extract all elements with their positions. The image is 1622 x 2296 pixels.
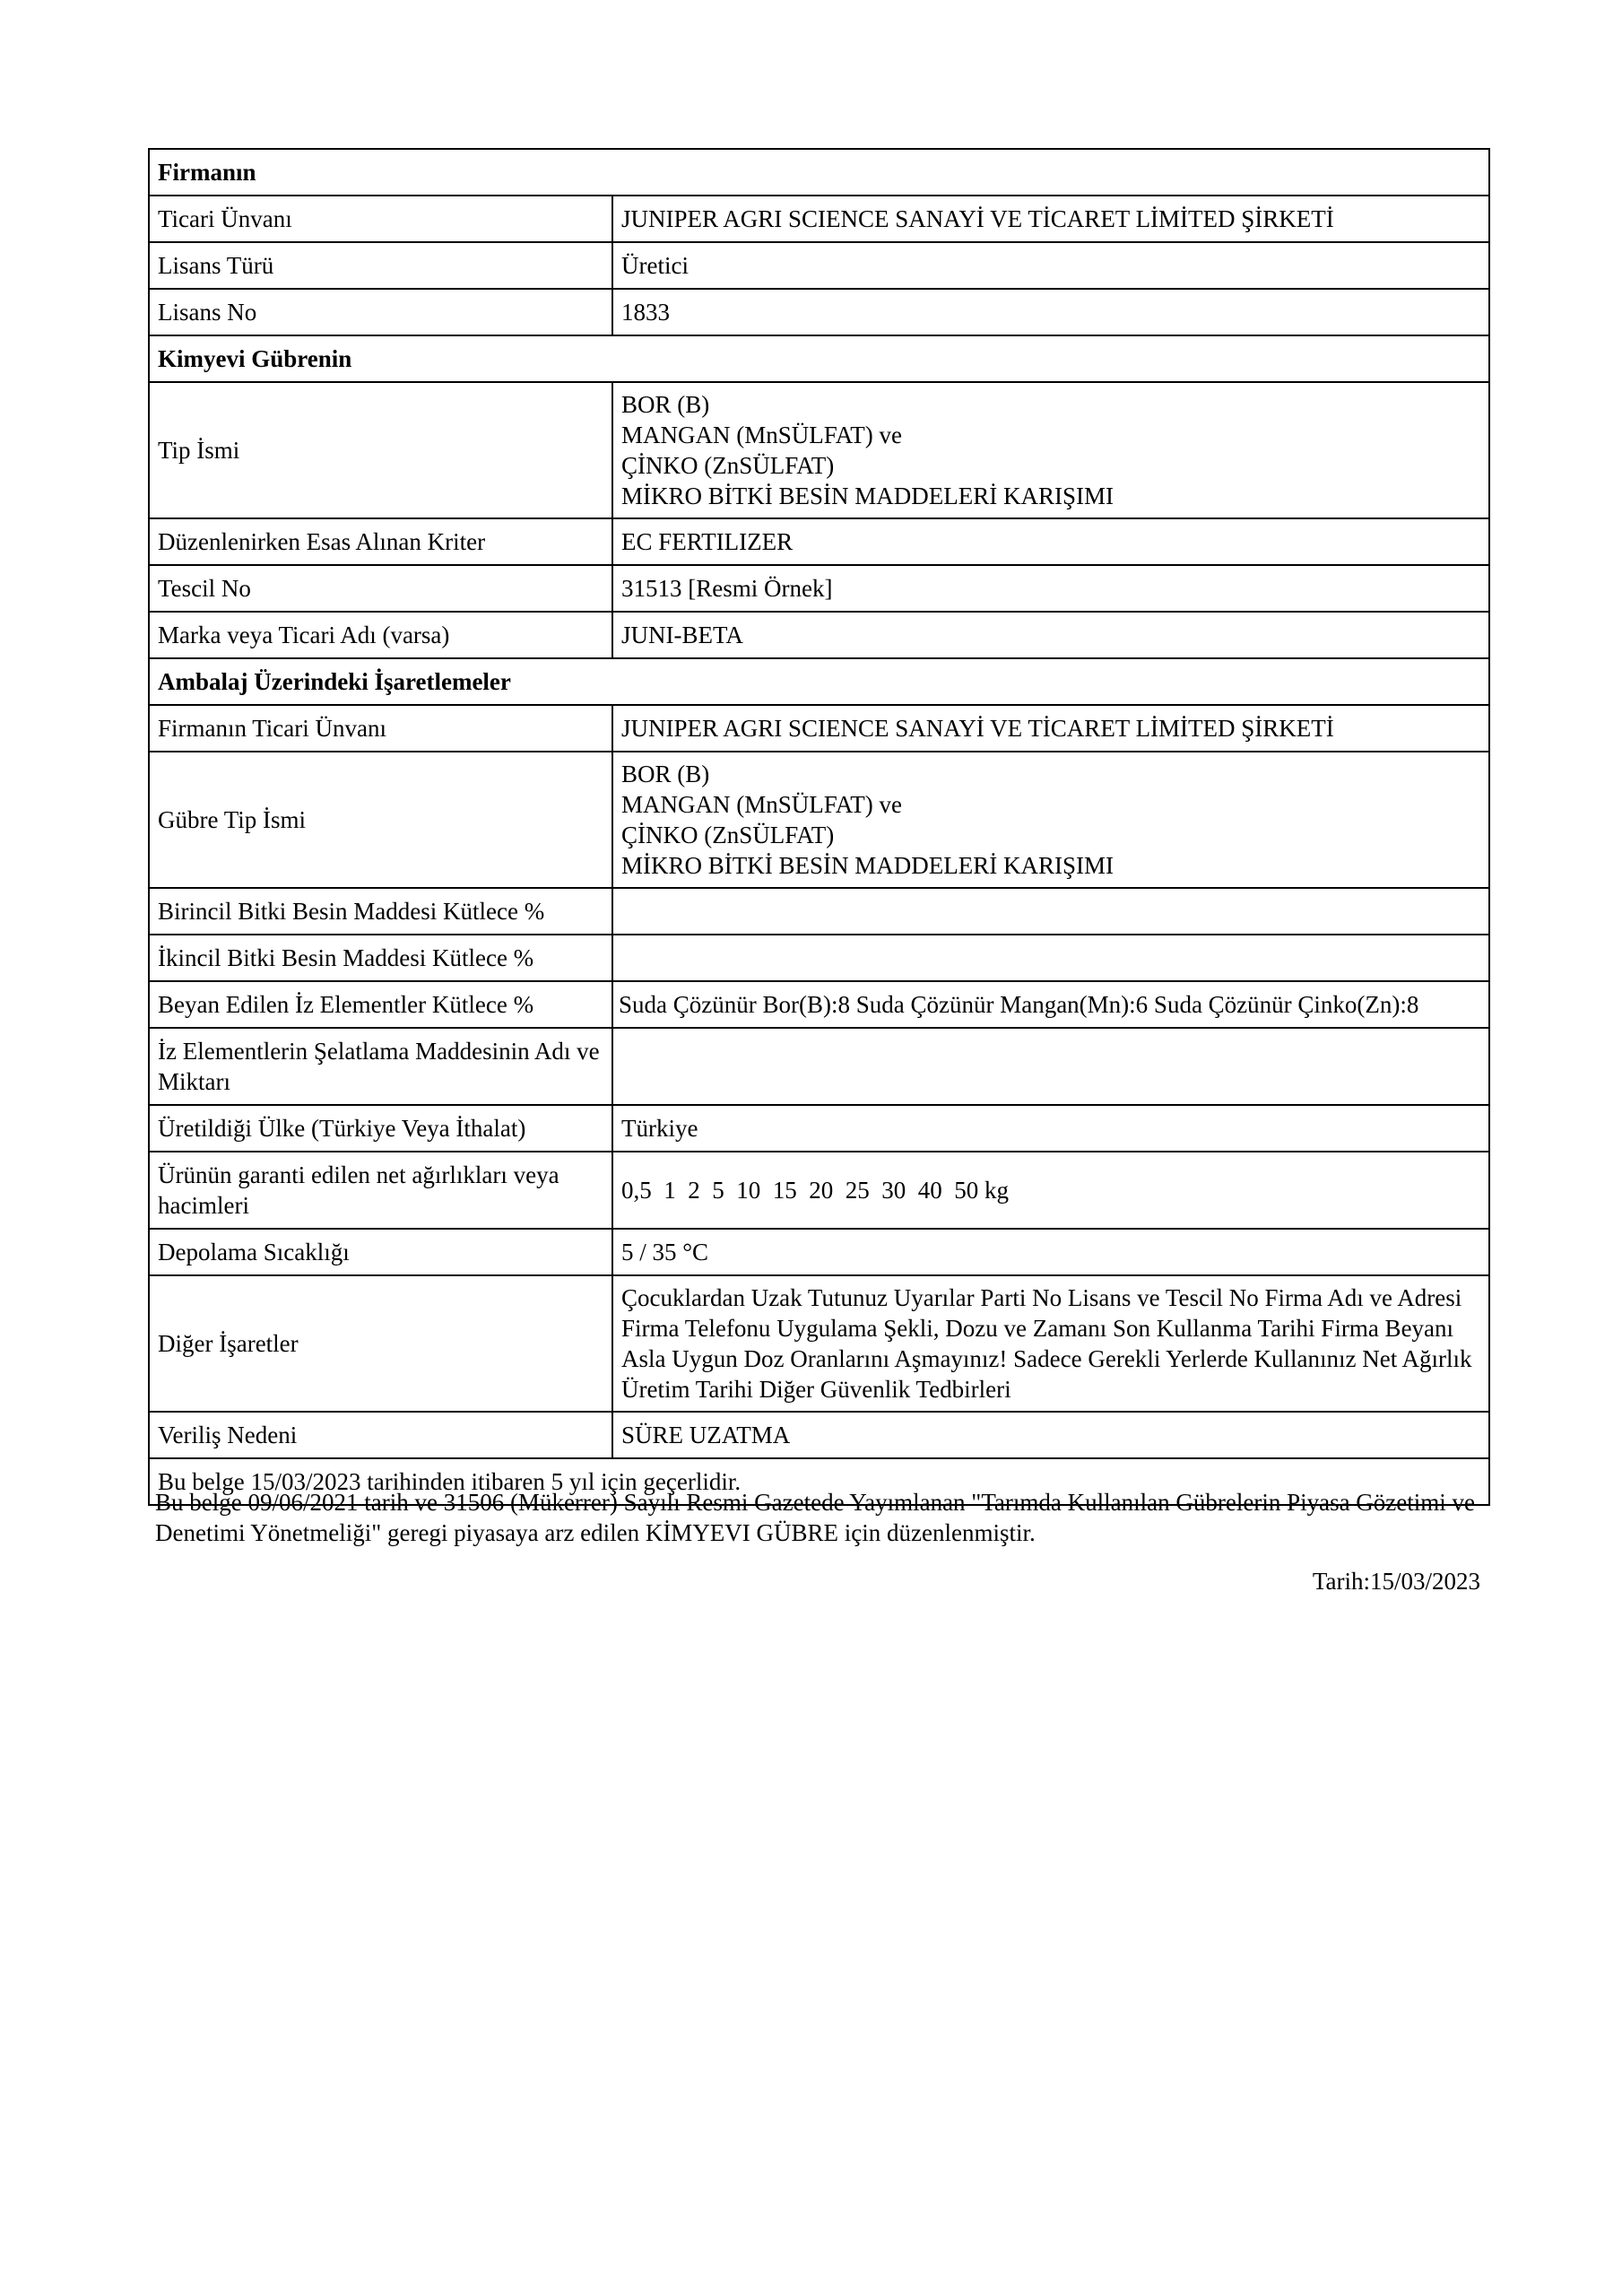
table-row: [149, 1412, 1489, 1458]
row-label: Diğer İşaretler: [149, 1275, 612, 1412]
row-value: [612, 888, 1489, 935]
row-label: Marka veya Ticari Adı (varsa): [149, 612, 612, 658]
row-label: Üretildiği Ülke (Türkiye Veya İthalat): [149, 1105, 612, 1152]
row-label: Ticari Ünvanı: [149, 196, 612, 242]
section-ambalaj-header: Ambalaj Üzerindeki İşaretlemeler: [149, 658, 1489, 705]
row-label: İkincil Bitki Besin Maddesi Kütlece %: [149, 935, 612, 981]
regulation-note: Bu belge 09/06/2021 tarih ve 31506 (Mükerrer) Sayılı Resmi Gazetede Yayımlanan "Tarımda Kullanılan Gübrelerin Piyasa Gözetimi ve Denetimi Yönetmeliği" geregi piyasaya arz edilen KİMYEVI GÜBRE için düzenlenmiştir.: [155, 1489, 1476, 1546]
row-label: Gübre Tip İsmi: [149, 752, 612, 888]
table-row: [149, 1275, 1489, 1412]
row-value: 1833: [612, 289, 1489, 335]
table-row: [149, 1152, 1489, 1229]
row-value: Suda Çözünür Bor(B):8 Suda Çözünür Mangan(Mn):6 Suda Çözünür Çinko(Zn):8: [612, 981, 1489, 1028]
row-label: Veriliş Nedeni: [149, 1412, 612, 1458]
row-label: Firmanın Ticari Ünvanı: [149, 705, 612, 752]
row-value: Çocuklardan Uzak Tutunuz Uyarılar Parti No Lisans ve Tescil No Firma Adı ve Adresi Firma Telefonu Uygulama Şekli, Dozu ve Zamanı Son Kullanma Tarihi Firma Beyanı Asla Uygun Doz Oranlarını Aşmayınız! Sadece Gerekli Yerlerde Kullanınız Net Ağırlık Üretim Tarihi Diğer Güvenlik Tedbirleri: [612, 1275, 1489, 1412]
table-row: [149, 752, 1489, 888]
document-date: Tarih:15/03/2023: [1312, 1568, 1480, 1595]
section-firma-header: Firmanın: [149, 149, 1489, 196]
row-label: Birincil Bitki Besin Maddesi Kütlece %: [149, 888, 612, 935]
section-gubre-header: Kimyevi Gübrenin: [149, 335, 1489, 382]
row-label: Depolama Sıcaklığı: [149, 1229, 612, 1275]
table-row: [149, 612, 1489, 658]
table-row: [149, 518, 1489, 565]
row-value: 31513 [Resmi Örnek]: [612, 565, 1489, 612]
table-row: [149, 196, 1489, 242]
validity-statement: Bu belge 15/03/2023 tarihinden itibaren 5 yıl için geçerlidir.: [149, 1458, 1489, 1505]
table-row: [149, 565, 1489, 612]
row-label: Lisans Türü: [149, 242, 612, 289]
row-value: EC FERTILIZER: [612, 518, 1489, 565]
row-label: Tescil No: [149, 565, 612, 612]
table-row: [149, 289, 1489, 335]
table-row: [149, 242, 1489, 289]
row-value: 5 / 35 °C: [612, 1229, 1489, 1275]
row-value: [612, 935, 1489, 981]
row-value: 0,5 1 2 5 10 15 20 25 30 40 50 kg: [612, 1152, 1489, 1229]
row-value: JUNIPER AGRI SCIENCE SANAYİ VE TİCARET LİMİTED ŞİRKETİ: [612, 705, 1489, 752]
row-value: Türkiye: [612, 1105, 1489, 1152]
table-row: [149, 382, 1489, 518]
row-value: SÜRE UZATMA: [612, 1412, 1489, 1458]
row-value: JUNIPER AGRI SCIENCE SANAYİ VE TİCARET LİMİTED ŞİRKETİ: [612, 196, 1489, 242]
row-label: Düzenlenirken Esas Alınan Kriter: [149, 518, 612, 565]
row-label: İz Elementlerin Şelatlama Maddesinin Adı ve Miktarı: [149, 1028, 612, 1105]
registration-table: [148, 148, 1490, 1506]
row-value: [612, 1028, 1489, 1105]
row-label: Beyan Edilen İz Elementler Kütlece %: [149, 981, 612, 1028]
table-row: [149, 981, 1489, 1028]
table-row: [149, 1105, 1489, 1152]
table-row: [149, 705, 1489, 752]
row-value: Üretici: [612, 242, 1489, 289]
row-value: BOR (B) MANGAN (MnSÜLFAT) ve ÇİNKO (ZnSÜLFAT) MİKRO BİTKİ BESİN MADDELERİ KARIŞIMI: [612, 752, 1489, 888]
table-row: [149, 1229, 1489, 1275]
table-row: [149, 935, 1489, 981]
row-value: BOR (B) MANGAN (MnSÜLFAT) ve ÇİNKO (ZnSÜLFAT) MİKRO BİTKİ BESİN MADDELERİ KARIŞIMI: [612, 382, 1489, 518]
row-value: JUNI-BETA: [612, 612, 1489, 658]
table-row: [149, 1028, 1489, 1105]
row-label: Ürünün garanti edilen net ağırlıkları veya hacimleri: [149, 1152, 612, 1229]
row-label: Tip İsmi: [149, 382, 612, 518]
table-row: [149, 888, 1489, 935]
row-label: Lisans No: [149, 289, 612, 335]
